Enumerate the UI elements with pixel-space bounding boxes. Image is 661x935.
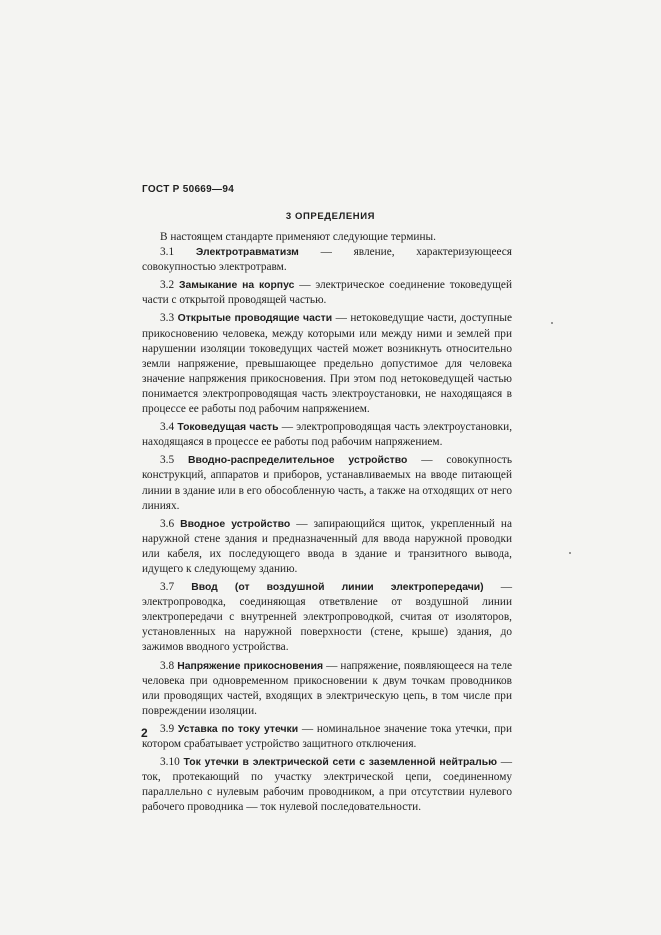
definition-3-10 bbox=[142, 755, 512, 815]
definition-text: — нетоковедущие части, доступные прикосновению человека, между которыми или между ними и землей при нарушении изоляции токоведущих частей может возникнуть относительно земли напряжение, превышающее предельно допустимое для человека значение напряжения прикосновения. При этом под нетоковедущей частью понимается электропроводящая часть электроустановки, не находящаяся в процессе ее работы под рабочим напряжением. bbox=[142, 312, 512, 416]
definition-number: 3.3 bbox=[160, 312, 175, 325]
definition-number: 3.1 bbox=[160, 246, 175, 259]
definition-number: 3.10 bbox=[160, 756, 180, 769]
definition-3-4 bbox=[142, 420, 512, 450]
definition-text: — электропроводящая часть электроустановки, находящаяся в процессе ее работы под рабочим напряжением. bbox=[142, 421, 513, 449]
definition-number: 3.9 bbox=[160, 722, 175, 735]
definition-3-2 bbox=[142, 278, 512, 308]
definition-number: 3.5 bbox=[160, 454, 175, 467]
definition-3-5 bbox=[142, 453, 512, 513]
definition-text: — запирающийся щиток, укрепленный на наружной стене здания и предназначенный для ввода наружной проводки или кабеля, их последующего ввода в здание и транзитного вывода, идущего к следующему зданию. bbox=[142, 517, 512, 575]
definition-3-6 bbox=[142, 517, 512, 577]
definition-term: Ввод (от воздушной линии электропередачи) bbox=[191, 582, 484, 594]
scan-speck bbox=[551, 322, 553, 324]
definition-term: Открытые проводящие части bbox=[177, 313, 333, 325]
page-number: 2 bbox=[141, 726, 148, 740]
definition-3-1 bbox=[142, 245, 512, 275]
definition-term: Уставка по току утечки bbox=[177, 723, 299, 735]
definition-number: 3.2 bbox=[160, 279, 175, 292]
definition-3-8 bbox=[142, 659, 512, 719]
definitions-body bbox=[142, 230, 512, 818]
definition-number: 3.8 bbox=[160, 659, 175, 672]
definition-term: Замыкание на корпус bbox=[178, 280, 295, 292]
definition-term: Напряжение прикосновения bbox=[177, 660, 324, 672]
definition-number: 3.4 bbox=[160, 421, 175, 434]
definition-term: Электротравматизм bbox=[195, 247, 299, 259]
definition-text: — номинальное значение тока утечки, при котором срабатывает устройство защитного отключения. bbox=[142, 722, 512, 750]
intro-paragraph: В настоящем стандарте применяют следующие термины. bbox=[160, 231, 436, 243]
definition-3-3 bbox=[142, 311, 512, 417]
definition-term: Ток утечки в электрической сети с заземленной нейтралью bbox=[183, 757, 497, 769]
definition-text: — совокупность конструкций, аппаратов и приборов, устанавливаемых на вводе питающей линии в здание или в его обособленную часть, а также на отходящих от него линиях. bbox=[142, 454, 513, 512]
definition-3-7 bbox=[142, 580, 512, 655]
definition-number: 3.7 bbox=[160, 581, 175, 594]
definition-term: Вводное устройство bbox=[180, 518, 291, 530]
definition-term: Токоведущая часть bbox=[177, 422, 279, 434]
definition-text: — электропроводка, соединяющая ответвление от воздушной линии электропередачи с внутренней электропроводкой, считая от изоляторов, установленных на наружной поверхности (стене, крыше) здания, до зажимов вводного устройства. bbox=[142, 581, 513, 654]
definition-text: — явление, характеризующееся совокупностью электротравм. bbox=[142, 246, 512, 274]
definition-text: — напряжение, появляющееся на теле человека при одновременном прикосновении к двум точкам проводников или проводящих частей, входящих в электрическую цепь, в том числе при повреждении изоляции. bbox=[142, 659, 512, 717]
definition-3-9 bbox=[142, 722, 512, 752]
definition-text: — электрическое соединение токоведущей части с открытой проводящей частью. bbox=[142, 279, 512, 307]
definition-term: Вводно-распределительное устройство bbox=[187, 455, 408, 467]
definition-number: 3.6 bbox=[160, 517, 175, 530]
definition-text: — ток, протекающий по участку электрической цепи, соединенному параллельно с нулевым рабочим проводником, а при отсутствии нулевого рабочего проводника — ток нулевой последовательности. bbox=[142, 756, 512, 814]
standard-header: ГОСТ Р 50669—94 bbox=[142, 184, 235, 195]
scan-speck bbox=[569, 552, 571, 554]
section-title: 3 ОПРЕДЕЛЕНИЯ bbox=[285, 211, 376, 222]
